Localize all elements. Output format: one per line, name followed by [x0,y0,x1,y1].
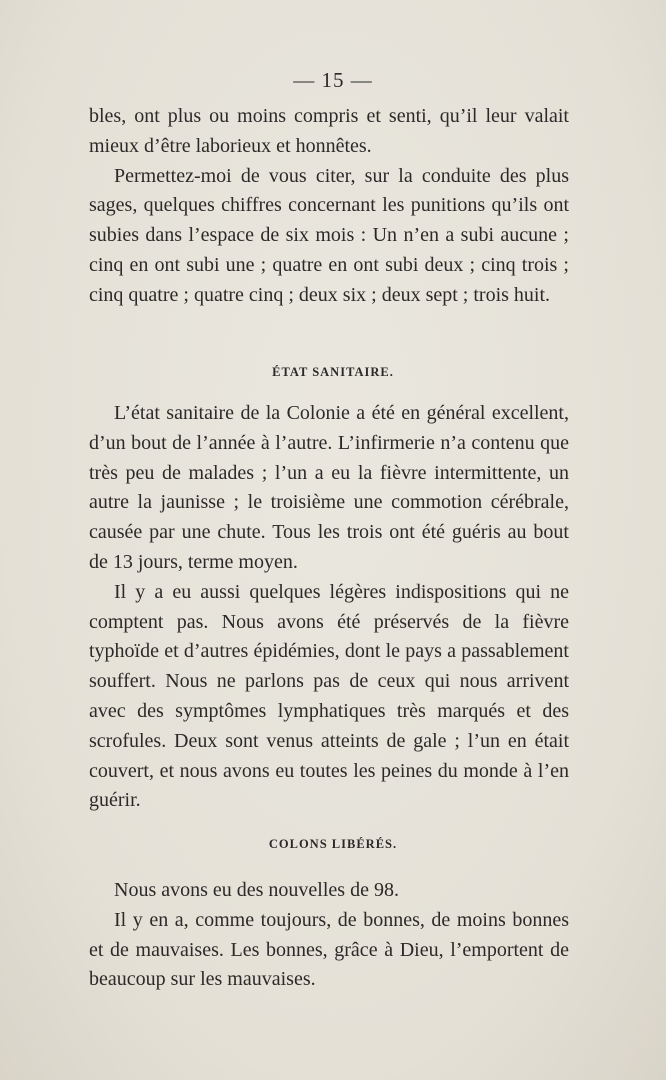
paragraph: bles, ont plus ou moins compris et senti, qu’il leur valait mieux d’être laborieux et honnêtes. [89,105,569,157]
paragraph: Il y a eu aussi quelques légères indispositions qui ne comptent pas. Nous avons été préservés de la fièvre typhoïde et d’autres épidémies, dont le pays a passablement souffert. Nous ne parlons pas de ceux qui nous arrivent avec des symptômes lymphatiques très marqués et des scrofules. Deux sont venus atteints de gale ; l’un en était couvert, et nous avons eu toutes les peines du monde à l’en guérir. [89,580,569,812]
text-block-intro [89,102,569,311]
paragraph: Permettez-moi de vous citer, sur la conduite des plus sages, quelques chiffres concernant les punitions qu’ils ont subies dans l’espace de six mois : Un n’en a subi aucune ; cinq en ont subi une ; quatre en ont subi deux ; cinq trois ; cinq quatre ; quatre cinq ; deux six ; deux sept ; trois huit. [89,164,569,306]
paragraph: Il y en a, comme toujours, de bonnes, de moins bonnes et de mauvaises. Les bonnes, grâce à Dieu, l’emportent de beaucoup sur les mauvaises. [89,908,569,991]
section-heading-colons-liberes: COLONS LIBÉRÉS. [268,837,398,851]
paragraph: L’état sanitaire de la Colonie a été en général excellent, d’un bout de l’année à l’autre. L’infirmerie n’a contenu que très peu de malades ; l’un a eu la fièvre intermittente, un autre la jaunisse ; le troisième une commotion cérébrale, causée par une chute. Tous les trois ont été guéris au bout de 13 jours, terme moyen. [89,402,569,573]
text-block-etat-sanitaire [89,399,569,816]
section-heading-etat-sanitaire: ÉTAT SANITAIRE. [272,365,394,379]
page-number-header: — 15 — [293,68,373,92]
paragraph: Nous avons eu des nouvelles de 98. [114,879,399,901]
text-block-colons-liberes [89,876,569,995]
